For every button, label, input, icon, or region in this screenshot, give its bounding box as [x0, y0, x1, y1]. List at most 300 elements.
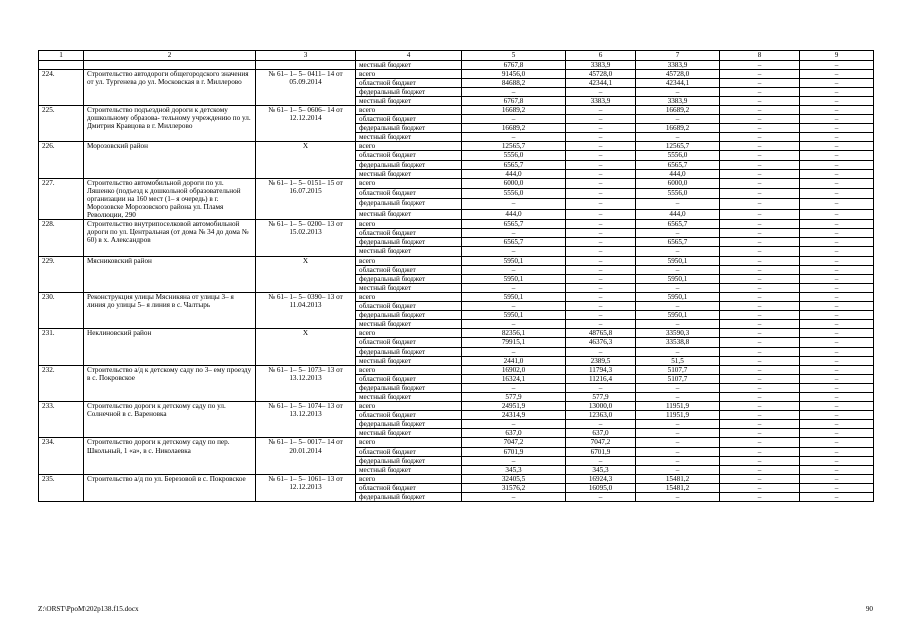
document-cell: № 61– 1– 5– 1061– 13 от 12.12.2013: [256, 474, 356, 501]
budget-source-cell: федеральный бюджет: [356, 238, 462, 247]
amount-cell: 2441,0: [462, 356, 566, 365]
amount-cell: –: [720, 115, 800, 124]
amount-cell: –: [800, 142, 874, 151]
amount-cell: –: [636, 465, 720, 474]
amount-cell: –: [720, 438, 800, 447]
amount-cell: –: [566, 238, 636, 247]
amount-cell: –: [636, 320, 720, 329]
amount-cell: –: [800, 438, 874, 447]
amount-cell: –: [636, 229, 720, 238]
amount-cell: 5950,1: [462, 256, 566, 265]
amount-cell: –: [566, 256, 636, 265]
amount-cell: –: [636, 247, 720, 256]
amount-cell: –: [720, 465, 800, 474]
amount-cell: –: [800, 229, 874, 238]
amount-cell: 444,0: [462, 169, 566, 178]
amount-cell: –: [720, 338, 800, 347]
table-row: [39, 105, 874, 114]
amount-cell: –: [800, 374, 874, 383]
amount-cell: 6701,9: [566, 447, 636, 456]
row-number-cell: [39, 60, 84, 69]
amount-cell: 91456,0: [462, 69, 566, 78]
amount-cell: –: [566, 265, 636, 274]
budget-source-cell: всего: [356, 365, 462, 374]
amount-cell: –: [720, 151, 800, 160]
amount-cell: 444,0: [462, 209, 566, 219]
amount-cell: –: [800, 265, 874, 274]
budget-source-cell: федеральный бюджет: [356, 274, 462, 283]
amount-cell: 6565,7: [462, 160, 566, 169]
budget-source-cell: всего: [356, 256, 462, 265]
amount-cell: 79915,1: [462, 338, 566, 347]
amount-cell: 6767,8: [462, 96, 566, 105]
amount-cell: –: [566, 105, 636, 114]
object-name-cell: Строительство автодороги общегородского значения от ул. Тургенева до ул. Московская в г. Миллерово: [84, 69, 256, 105]
budget-source-cell: всего: [356, 329, 462, 338]
amount-cell: 7047,2: [566, 438, 636, 447]
amount-cell: –: [800, 96, 874, 105]
amount-cell: –: [720, 493, 800, 502]
amount-cell: 345,3: [462, 465, 566, 474]
budget-source-cell: областной бюджет: [356, 338, 462, 347]
document-cell: № 61– 1– 5– 1074– 13 от 13.12.2013: [256, 402, 356, 438]
amount-cell: 33538,8: [636, 338, 720, 347]
amount-cell: –: [720, 411, 800, 420]
budget-source-cell: областной бюджет: [356, 411, 462, 420]
amount-cell: –: [720, 142, 800, 151]
amount-cell: –: [566, 311, 636, 320]
object-name-cell: Мясниковский район: [84, 256, 256, 292]
amount-cell: –: [636, 302, 720, 311]
budget-source-cell: всего: [356, 178, 462, 188]
budget-source-cell: областной бюджет: [356, 302, 462, 311]
amount-cell: –: [636, 447, 720, 456]
budget-source-cell: местный бюджет: [356, 133, 462, 142]
amount-cell: –: [462, 456, 566, 465]
amount-cell: –: [462, 302, 566, 311]
amount-cell: –: [636, 347, 720, 356]
amount-cell: –: [566, 274, 636, 283]
amount-cell: 6000,0: [462, 178, 566, 188]
amount-cell: 11794,3: [566, 365, 636, 374]
amount-cell: –: [636, 420, 720, 429]
amount-cell: –: [566, 124, 636, 133]
amount-cell: –: [462, 229, 566, 238]
amount-cell: –: [462, 383, 566, 392]
amount-cell: –: [566, 189, 636, 199]
amount-cell: –: [720, 356, 800, 365]
amount-cell: 6565,7: [462, 220, 566, 229]
amount-cell: 42344,1: [636, 78, 720, 87]
amount-cell: –: [636, 392, 720, 401]
amount-cell: –: [636, 115, 720, 124]
amount-cell: 6565,7: [636, 220, 720, 229]
amount-cell: 444,0: [636, 169, 720, 178]
amount-cell: –: [720, 247, 800, 256]
budget-table: [38, 50, 874, 502]
budget-source-cell: местный бюджет: [356, 60, 462, 69]
budget-source-cell: федеральный бюджет: [356, 87, 462, 96]
budget-source-cell: областной бюджет: [356, 151, 462, 160]
amount-cell: –: [720, 265, 800, 274]
budget-source-cell: федеральный бюджет: [356, 160, 462, 169]
amount-cell: –: [462, 115, 566, 124]
budget-source-cell: местный бюджет: [356, 465, 462, 474]
amount-cell: –: [800, 474, 874, 483]
amount-cell: 12565,7: [462, 142, 566, 151]
amount-cell: –: [800, 247, 874, 256]
row-number-cell: 224.: [39, 69, 84, 105]
budget-source-cell: местный бюджет: [356, 283, 462, 292]
document-cell: № 61– 1– 5– 0200– 13 от 15.02.2013: [256, 220, 356, 256]
amount-cell: –: [566, 160, 636, 169]
amount-cell: 46376,3: [566, 338, 636, 347]
amount-cell: –: [800, 209, 874, 219]
amount-cell: 33590,3: [636, 329, 720, 338]
amount-cell: 15481,2: [636, 474, 720, 483]
amount-cell: –: [800, 133, 874, 142]
amount-cell: –: [566, 220, 636, 229]
amount-cell: –: [800, 365, 874, 374]
amount-cell: 24951,9: [462, 402, 566, 411]
amount-cell: –: [566, 229, 636, 238]
row-number-cell: 233.: [39, 402, 84, 438]
column-header: 7: [636, 51, 720, 61]
amount-cell: –: [800, 493, 874, 502]
amount-cell: 5556,0: [636, 151, 720, 160]
amount-cell: 31576,2: [462, 483, 566, 492]
amount-cell: –: [800, 329, 874, 338]
budget-source-cell: местный бюджет: [356, 169, 462, 178]
document-cell: № 61– 1– 5– 1073– 13 от 13.12.2013: [256, 365, 356, 401]
budget-source-cell: федеральный бюджет: [356, 124, 462, 133]
amount-cell: –: [800, 320, 874, 329]
amount-cell: –: [720, 311, 800, 320]
amount-cell: –: [720, 429, 800, 438]
column-header: 1: [39, 51, 84, 61]
document-cell: [256, 60, 356, 69]
amount-cell: –: [566, 493, 636, 502]
budget-source-cell: областной бюджет: [356, 189, 462, 199]
budget-source-cell: местный бюджет: [356, 392, 462, 401]
table-row: [39, 220, 874, 229]
amount-cell: 48765,8: [566, 329, 636, 338]
amount-cell: –: [462, 420, 566, 429]
amount-cell: –: [800, 292, 874, 301]
amount-cell: –: [800, 151, 874, 160]
amount-cell: –: [800, 199, 874, 209]
amount-cell: 42344,1: [566, 78, 636, 87]
amount-cell: –: [636, 383, 720, 392]
column-header: 5: [462, 51, 566, 61]
amount-cell: –: [800, 78, 874, 87]
file-path: Z:\ORST\PpoM\202p138.f15.docx: [38, 605, 139, 613]
row-number-cell: 235.: [39, 474, 84, 501]
amount-cell: 12565,7: [636, 142, 720, 151]
amount-cell: –: [566, 199, 636, 209]
amount-cell: –: [800, 69, 874, 78]
amount-cell: –: [636, 199, 720, 209]
amount-cell: –: [566, 115, 636, 124]
amount-cell: –: [800, 465, 874, 474]
amount-cell: –: [462, 493, 566, 502]
column-header: 9: [800, 51, 874, 61]
amount-cell: –: [800, 338, 874, 347]
amount-cell: –: [720, 447, 800, 456]
budget-source-cell: местный бюджет: [356, 209, 462, 219]
row-number-cell: 229.: [39, 256, 84, 292]
budget-source-cell: всего: [356, 69, 462, 78]
amount-cell: 5950,1: [636, 292, 720, 301]
amount-cell: 11951,9: [636, 411, 720, 420]
amount-cell: 5556,0: [462, 189, 566, 199]
amount-cell: 12363,0: [566, 411, 636, 420]
object-name-cell: Строительство дороги к детскому саду по ул. Солнечной в с. Вареновка: [84, 402, 256, 438]
document-cell: № 61– 1– 5– 0151– 15 от 16.07.2015: [256, 178, 356, 219]
amount-cell: –: [720, 329, 800, 338]
amount-cell: 82356,1: [462, 329, 566, 338]
column-header: 6: [566, 51, 636, 61]
table-row: [39, 365, 874, 374]
document-cell: Х: [256, 329, 356, 365]
amount-cell: 84688,2: [462, 78, 566, 87]
amount-cell: 5556,0: [462, 151, 566, 160]
object-name-cell: Морозовский район: [84, 142, 256, 178]
amount-cell: –: [566, 283, 636, 292]
amount-cell: 51,5: [636, 356, 720, 365]
amount-cell: –: [800, 160, 874, 169]
table-row: [39, 142, 874, 151]
document-cell: Х: [256, 142, 356, 178]
amount-cell: –: [720, 274, 800, 283]
amount-cell: –: [720, 374, 800, 383]
header-row: [39, 51, 874, 61]
amount-cell: –: [800, 87, 874, 96]
table-row: [39, 438, 874, 447]
amount-cell: 7047,2: [462, 438, 566, 447]
budget-source-cell: федеральный бюджет: [356, 493, 462, 502]
amount-cell: 16689,2: [462, 105, 566, 114]
amount-cell: 5950,1: [462, 311, 566, 320]
row-number-cell: 227.: [39, 178, 84, 219]
amount-cell: 11951,9: [636, 402, 720, 411]
amount-cell: –: [462, 265, 566, 274]
amount-cell: 15481,2: [636, 483, 720, 492]
amount-cell: 45728,0: [566, 69, 636, 78]
budget-source-cell: областной бюджет: [356, 374, 462, 383]
amount-cell: –: [720, 96, 800, 105]
amount-cell: –: [720, 105, 800, 114]
budget-source-cell: федеральный бюджет: [356, 347, 462, 356]
column-header: 3: [256, 51, 356, 61]
budget-source-cell: всего: [356, 402, 462, 411]
budget-source-cell: областной бюджет: [356, 265, 462, 274]
amount-cell: 6000,0: [636, 178, 720, 188]
amount-cell: –: [800, 169, 874, 178]
amount-cell: –: [566, 133, 636, 142]
amount-cell: –: [566, 347, 636, 356]
amount-cell: –: [720, 199, 800, 209]
amount-cell: 577,9: [462, 392, 566, 401]
amount-cell: –: [800, 238, 874, 247]
object-name-cell: Реконструкция улицы Мясникяна от улицы 3– я линия до улицы 5– я линия в с. Чалтырь: [84, 292, 256, 328]
amount-cell: –: [720, 238, 800, 247]
amount-cell: 6565,7: [462, 238, 566, 247]
amount-cell: 5107,7: [636, 374, 720, 383]
amount-cell: –: [800, 105, 874, 114]
amount-cell: 16095,0: [566, 483, 636, 492]
amount-cell: 5556,0: [636, 189, 720, 199]
amount-cell: –: [720, 220, 800, 229]
amount-cell: –: [800, 411, 874, 420]
budget-source-cell: местный бюджет: [356, 96, 462, 105]
table-row: [39, 69, 874, 78]
object-name-cell: Строительство а/д по ул. Березовой в с. Покровское: [84, 474, 256, 501]
amount-cell: –: [720, 124, 800, 133]
object-name-cell: Строительство внутрипоселковой автомобильной дороги по ул. Центральная (от дома № 34 до дома № 60) в х. Александров: [84, 220, 256, 256]
table-row: [39, 402, 874, 411]
amount-cell: 6767,8: [462, 60, 566, 69]
amount-cell: –: [720, 383, 800, 392]
amount-cell: –: [800, 429, 874, 438]
budget-source-cell: федеральный бюджет: [356, 456, 462, 465]
budget-source-cell: федеральный бюджет: [356, 420, 462, 429]
amount-cell: 345,3: [566, 465, 636, 474]
amount-cell: 16689,2: [636, 105, 720, 114]
amount-cell: 3383,9: [566, 60, 636, 69]
amount-cell: –: [462, 199, 566, 209]
amount-cell: –: [800, 483, 874, 492]
amount-cell: 6565,7: [636, 238, 720, 247]
amount-cell: –: [636, 265, 720, 274]
amount-cell: –: [720, 60, 800, 69]
amount-cell: –: [566, 302, 636, 311]
object-name-cell: Строительство автомобильной дороги по ул. Ляшенко (подъезд к дошкольной образовательной организации на 160 мест (1– я очередь) в г. Морозовске Морозовского района ул. Пламя Революции, 290: [84, 178, 256, 219]
column-header: 2: [84, 51, 256, 61]
amount-cell: –: [720, 420, 800, 429]
amount-cell: –: [800, 274, 874, 283]
amount-cell: 13000,0: [566, 402, 636, 411]
amount-cell: –: [462, 283, 566, 292]
amount-cell: 45728,0: [636, 69, 720, 78]
budget-source-cell: местный бюджет: [356, 320, 462, 329]
amount-cell: 5950,1: [636, 274, 720, 283]
amount-cell: –: [636, 493, 720, 502]
budget-source-cell: областной бюджет: [356, 78, 462, 87]
table-row: [39, 474, 874, 483]
amount-cell: –: [720, 456, 800, 465]
amount-cell: –: [800, 383, 874, 392]
budget-source-cell: областной бюджет: [356, 483, 462, 492]
amount-cell: –: [800, 220, 874, 229]
amount-cell: –: [800, 302, 874, 311]
row-number-cell: 231.: [39, 329, 84, 365]
object-name-cell: Неклиновский район: [84, 329, 256, 365]
amount-cell: –: [720, 87, 800, 96]
budget-source-cell: областной бюджет: [356, 229, 462, 238]
amount-cell: –: [800, 356, 874, 365]
column-header: 8: [720, 51, 800, 61]
amount-cell: –: [636, 456, 720, 465]
budget-source-cell: всего: [356, 474, 462, 483]
amount-cell: 3383,9: [636, 60, 720, 69]
amount-cell: –: [800, 402, 874, 411]
budget-source-cell: всего: [356, 142, 462, 151]
amount-cell: –: [720, 320, 800, 329]
amount-cell: –: [800, 115, 874, 124]
amount-cell: –: [566, 209, 636, 219]
budget-source-cell: федеральный бюджет: [356, 199, 462, 209]
budget-source-cell: всего: [356, 292, 462, 301]
amount-cell: –: [462, 87, 566, 96]
amount-cell: –: [720, 292, 800, 301]
amount-cell: 3383,9: [636, 96, 720, 105]
amount-cell: –: [720, 209, 800, 219]
amount-cell: –: [800, 447, 874, 456]
amount-cell: –: [720, 169, 800, 178]
amount-cell: –: [462, 347, 566, 356]
amount-cell: –: [720, 365, 800, 374]
amount-cell: –: [800, 347, 874, 356]
amount-cell: –: [566, 247, 636, 256]
row-number-cell: 226.: [39, 142, 84, 178]
amount-cell: –: [566, 420, 636, 429]
amount-cell: –: [636, 283, 720, 292]
amount-cell: 24314,9: [462, 411, 566, 420]
budget-source-cell: всего: [356, 438, 462, 447]
amount-cell: –: [636, 87, 720, 96]
row-number-cell: 228.: [39, 220, 84, 256]
amount-cell: –: [720, 347, 800, 356]
amount-cell: –: [800, 311, 874, 320]
amount-cell: –: [720, 78, 800, 87]
amount-cell: –: [800, 189, 874, 199]
object-name-cell: Строительство подъездной дороги к детскому дошкольному образова- тельному учреждению по ул. Дмитрия Кравцова в г. Миллерово: [84, 105, 256, 141]
amount-cell: 637,0: [462, 429, 566, 438]
amount-cell: –: [720, 474, 800, 483]
amount-cell: –: [566, 320, 636, 329]
amount-cell: 3383,9: [566, 96, 636, 105]
budget-source-cell: федеральный бюджет: [356, 311, 462, 320]
amount-cell: –: [636, 133, 720, 142]
document-cell: № 61– 1– 5– 0390– 13 от 11.04.2013: [256, 292, 356, 328]
amount-cell: 16689,2: [462, 124, 566, 133]
amount-cell: 16689,2: [636, 124, 720, 133]
amount-cell: –: [566, 87, 636, 96]
page-number: 90: [865, 605, 873, 613]
row-number-cell: 232.: [39, 365, 84, 401]
row-number-cell: 225.: [39, 105, 84, 141]
amount-cell: –: [566, 142, 636, 151]
amount-cell: 5950,1: [462, 292, 566, 301]
object-name-cell: Строительство а/д к детскому саду по 3– ему проезду в с. Покровское: [84, 365, 256, 401]
amount-cell: –: [720, 229, 800, 238]
budget-source-cell: всего: [356, 220, 462, 229]
table-row: [39, 329, 874, 338]
amount-cell: –: [462, 133, 566, 142]
column-header: 4: [356, 51, 462, 61]
amount-cell: 16924,3: [566, 474, 636, 483]
document-cell: Х: [256, 256, 356, 292]
budget-source-cell: всего: [356, 105, 462, 114]
amount-cell: 32405,5: [462, 474, 566, 483]
amount-cell: –: [636, 438, 720, 447]
document-cell: № 61– 1– 5– 0606– 14 от 12.12.2014: [256, 105, 356, 141]
amount-cell: –: [720, 483, 800, 492]
amount-cell: –: [566, 178, 636, 188]
amount-cell: 444,0: [636, 209, 720, 219]
row-number-cell: 230.: [39, 292, 84, 328]
